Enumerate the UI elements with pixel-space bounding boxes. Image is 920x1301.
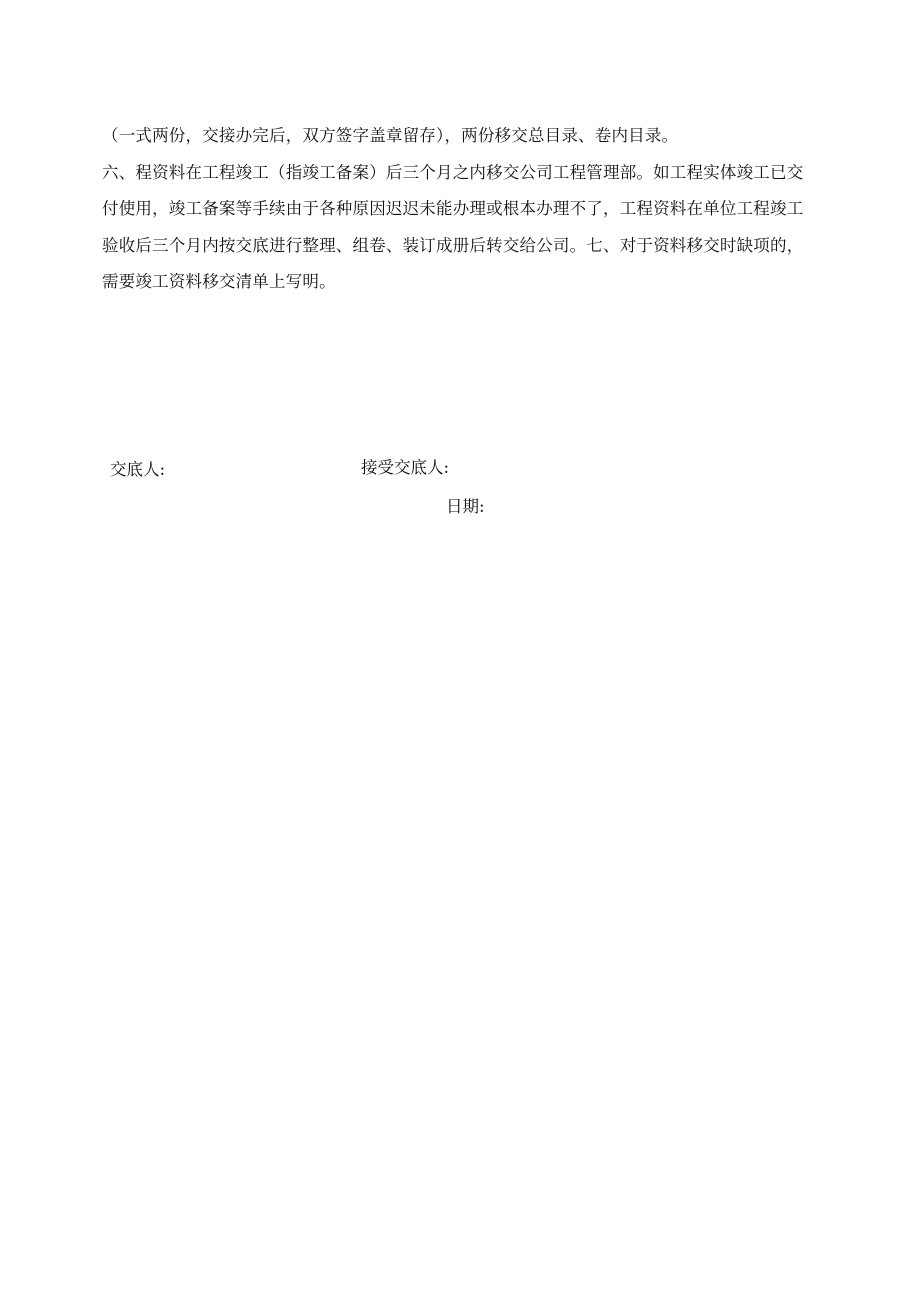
text-line-4: 验收后三个月内按交底进行整理、组卷、装订成册后转交给公司。七、对于资料移交时缺项的， [102, 235, 804, 255]
text-line-1: （一式两份，交接办完后，双方签字盖章留存），两份移交总目录、卷内目录。 [102, 126, 679, 145]
text-line-3: 付使用，竣工备案等手续由于各种原因迟迟未能办理或根本办理不了，工程资料在单位工程竣工 [102, 199, 804, 218]
text-line-2: 六、程资料在工程竣工（指竣工备案）后三个月之内移交公司工程管理部。如工程实体竣工已交 [102, 162, 804, 182]
handover-person-label: 交底人: [110, 460, 166, 479]
receiver-label: 接受交底人: [361, 458, 450, 477]
text-line-5: 需要竣工资料移交清单上写明。 [102, 272, 336, 291]
body-paragraph [102, 118, 818, 301]
date-label: 日期: [446, 497, 485, 516]
